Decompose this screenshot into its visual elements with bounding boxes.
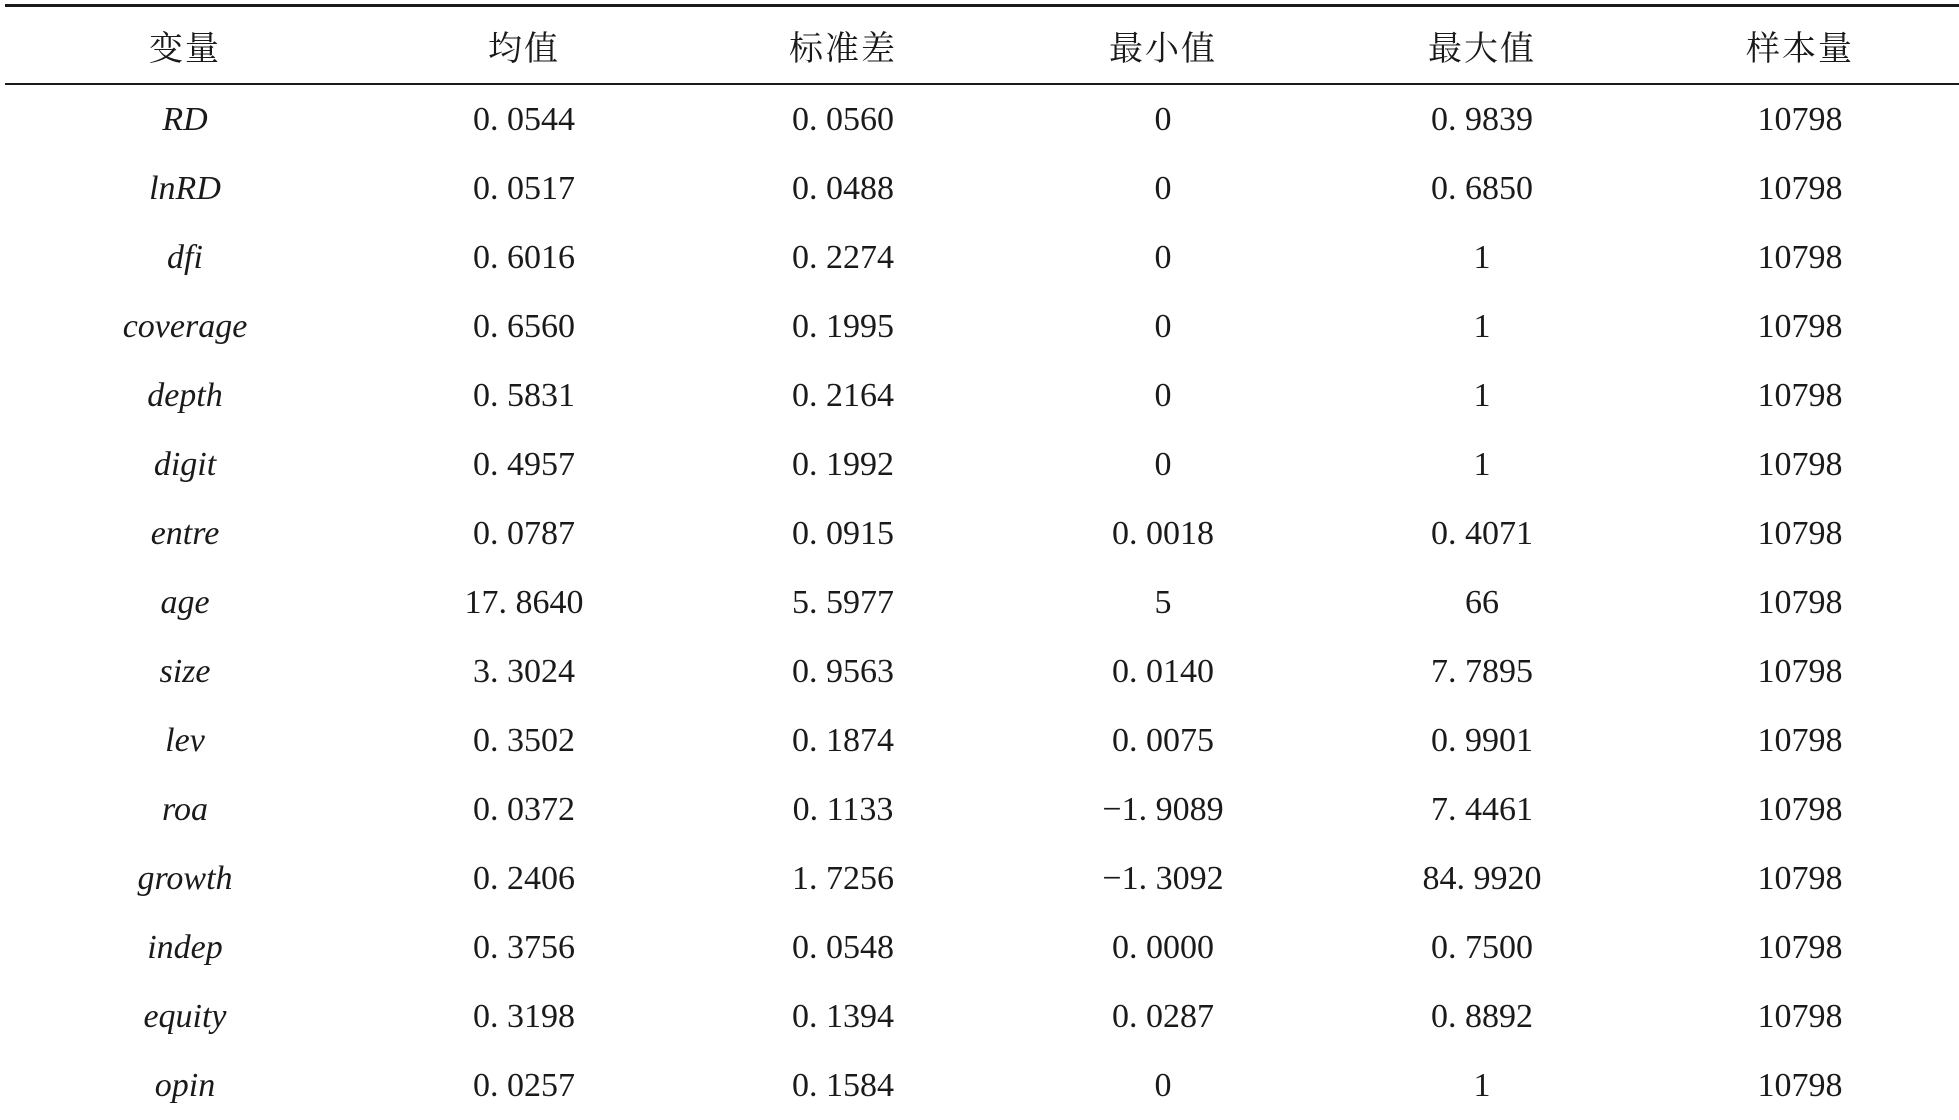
table-row [5, 499, 1959, 568]
cell-max: 66 [1465, 583, 1499, 621]
cell-mean: 0. 6560 [473, 307, 575, 345]
cell-min: 0. 0287 [1112, 997, 1214, 1035]
header-mean: 均值 [488, 28, 560, 69]
cell-max: 1 [1473, 376, 1491, 414]
cell-std-dev: 0. 1992 [792, 445, 894, 483]
table-row [5, 982, 1959, 1051]
cell-min: 5 [1154, 583, 1172, 621]
cell-std-dev: 0. 1584 [792, 1066, 894, 1104]
cell-sample-size: 10798 [1757, 652, 1843, 690]
cell-min: −1. 3092 [1102, 859, 1224, 897]
descriptive-statistics-table-container [5, 4, 1959, 1120]
header-row [5, 6, 1959, 85]
cell-variable: size [159, 652, 211, 690]
cell-std-dev: 1. 7256 [792, 859, 894, 897]
table-row [5, 844, 1959, 913]
cell-variable: growth [137, 859, 233, 897]
table-row [5, 1051, 1959, 1120]
cell-sample-size: 10798 [1757, 790, 1843, 828]
cell-sample-size: 10798 [1757, 307, 1843, 345]
header-max: 最大值 [1428, 28, 1536, 69]
cell-variable: equity [143, 997, 227, 1035]
cell-std-dev: 0. 0915 [792, 514, 894, 552]
cell-variable: dfi [167, 238, 203, 276]
table-row [5, 223, 1959, 292]
table-row [5, 568, 1959, 637]
cell-mean: 0. 0257 [473, 1066, 575, 1104]
cell-min: 0 [1154, 1066, 1172, 1104]
cell-std-dev: 0. 0488 [792, 169, 894, 207]
cell-min: 0 [1154, 376, 1172, 414]
cell-variable: digit [153, 445, 217, 483]
cell-mean: 0. 5831 [473, 376, 575, 414]
cell-variable: entre [150, 514, 220, 552]
table-row [5, 361, 1959, 430]
table-row [5, 637, 1959, 706]
cell-mean: 0. 3198 [473, 997, 575, 1035]
cell-variable: indep [147, 928, 223, 966]
cell-mean: 0. 4957 [473, 445, 575, 483]
cell-variable: lev [165, 721, 205, 759]
cell-max: 1 [1473, 238, 1491, 276]
cell-max: 1 [1473, 307, 1491, 345]
cell-std-dev: 0. 1394 [792, 997, 894, 1035]
table-row [5, 154, 1959, 223]
cell-sample-size: 10798 [1757, 721, 1843, 759]
cell-min: −1. 9089 [1102, 790, 1224, 828]
cell-sample-size: 10798 [1757, 928, 1843, 966]
header-min: 最小值 [1109, 28, 1217, 69]
cell-mean: 0. 3502 [473, 721, 575, 759]
cell-std-dev: 0. 0548 [792, 928, 894, 966]
cell-max: 1 [1473, 445, 1491, 483]
header-variable: 变量 [149, 28, 221, 69]
cell-max: 0. 9839 [1431, 100, 1533, 138]
table-row [5, 430, 1959, 499]
cell-mean: 3. 3024 [473, 652, 575, 690]
cell-min: 0. 0018 [1112, 514, 1214, 552]
table-row [5, 84, 1959, 154]
cell-max: 0. 9901 [1431, 721, 1533, 759]
cell-variable: lnRD [149, 169, 221, 207]
cell-mean: 0. 0544 [473, 100, 575, 138]
cell-sample-size: 10798 [1757, 1066, 1843, 1104]
cell-variable: coverage [122, 307, 248, 345]
cell-sample-size: 10798 [1757, 100, 1843, 138]
cell-variable: depth [147, 376, 223, 414]
header-sample-size: 样本量 [1746, 28, 1854, 69]
cell-sample-size: 10798 [1757, 169, 1843, 207]
cell-min: 0 [1154, 238, 1172, 276]
cell-std-dev: 0. 0560 [792, 100, 894, 138]
cell-min: 0. 0000 [1112, 928, 1214, 966]
cell-std-dev: 0. 1995 [792, 307, 894, 345]
cell-min: 0. 0075 [1112, 721, 1214, 759]
cell-std-dev: 0. 1874 [792, 721, 894, 759]
cell-mean: 0. 6016 [473, 238, 575, 276]
cell-variable: RD [162, 100, 208, 138]
table-row [5, 292, 1959, 361]
cell-min: 0. 0140 [1112, 652, 1214, 690]
cell-std-dev: 0. 2164 [792, 376, 894, 414]
cell-sample-size: 10798 [1757, 445, 1843, 483]
cell-max: 84. 9920 [1422, 859, 1542, 897]
cell-std-dev: 0. 2274 [792, 238, 894, 276]
cell-min: 0 [1154, 445, 1172, 483]
cell-mean: 0. 0517 [473, 169, 575, 207]
cell-variable: roa [162, 790, 208, 828]
cell-sample-size: 10798 [1757, 376, 1843, 414]
cell-sample-size: 10798 [1757, 514, 1843, 552]
cell-sample-size: 10798 [1757, 238, 1843, 276]
cell-std-dev: 5. 5977 [792, 583, 894, 621]
cell-max: 1 [1473, 1066, 1491, 1104]
cell-variable: opin [154, 1066, 216, 1104]
table-body [5, 84, 1959, 1120]
cell-max: 7. 7895 [1431, 652, 1533, 690]
cell-min: 0 [1154, 100, 1172, 138]
cell-max: 0. 8892 [1431, 997, 1533, 1035]
table-row [5, 706, 1959, 775]
cell-max: 0. 6850 [1431, 169, 1533, 207]
cell-min: 0 [1154, 169, 1172, 207]
cell-std-dev: 0. 1133 [792, 790, 894, 828]
cell-mean: 0. 0787 [473, 514, 575, 552]
cell-sample-size: 10798 [1757, 859, 1843, 897]
table-header [5, 6, 1959, 85]
table-row [5, 775, 1959, 844]
cell-max: 7. 4461 [1431, 790, 1533, 828]
cell-min: 0 [1154, 307, 1172, 345]
cell-mean: 0. 2406 [473, 859, 575, 897]
cell-mean: 0. 3756 [473, 928, 575, 966]
cell-sample-size: 10798 [1757, 583, 1843, 621]
cell-max: 0. 4071 [1431, 514, 1533, 552]
cell-mean: 0. 0372 [473, 790, 575, 828]
cell-sample-size: 10798 [1757, 997, 1843, 1035]
cell-mean: 17. 8640 [464, 583, 584, 621]
descriptive-statistics-table [5, 4, 1959, 1120]
table-row [5, 913, 1959, 982]
cell-max: 0. 7500 [1431, 928, 1533, 966]
cell-std-dev: 0. 9563 [792, 652, 894, 690]
cell-variable: age [160, 583, 210, 621]
header-std-dev: 标准差 [789, 28, 897, 69]
